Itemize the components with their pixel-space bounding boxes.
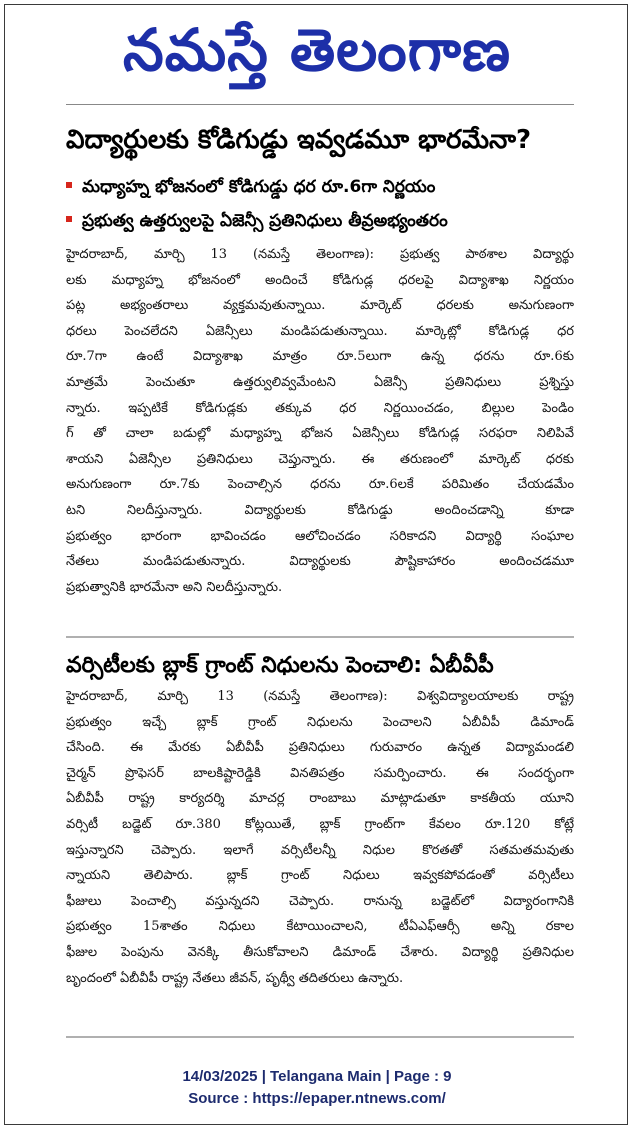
footer-source-link[interactable]: Source : https://epaper.ntnews.com/ [188, 1090, 446, 1107]
body-line: హైదరాబాద్, మార్చి 13 (నమస్తే తెలంగాణ): విశ్వవిద్యాలయాలకు రాష్ట్ర [66, 689, 574, 704]
body-line: ఇస్తున్నారని చెప్పారు. ఇలాగే వర్సిటీలన్నీ నిధుల కొరతతో సతమతమవుతు [66, 842, 574, 858]
masthead-divider [66, 104, 574, 105]
article2-headline: వర్సిటీలకు బ్లాక్ గ్రాంట్ నిధులను పెంచాలి: ఏబీవీపీ [66, 653, 494, 678]
article2-body [66, 684, 574, 991]
body-line: రూ.7గా ఉంటే విద్యాశాఖ మాత్రం రూ.5లుగా ఉన్న ధరను రూ.6కు [66, 349, 574, 365]
body-line: అనుగుణంగా రూ.7కు పెంచాల్సిన ధరను రూ.6లకే పరిమితం చేయడమేం [66, 477, 574, 493]
article-divider [66, 636, 574, 638]
body-line: ప్రభుత్వం ఇచ్చే బ్లాక్ గ్రాంట్ నిధులను పెంచాలని ఏబీవీపీ డిమాండ్ [66, 714, 574, 730]
body-line: ఏబీవీపీ రాష్ట్ర కార్యదర్శి మాచర్ల రాంబాబు మాట్లాడుతూ కాకతీయ యూని [66, 791, 574, 807]
article1-headline: విద్యార్థులకు కోడిగుడ్డు ఇవ్వడమూ భారమేనా? [66, 125, 532, 155]
body-line: గ్ తో చాలా బడుల్లో మధ్యాహ్న భోజన ఏజెన్సీలు కోడిగుడ్ల సరఫరా నిలిపివే [66, 426, 574, 442]
body-line: టని నిలదీస్తున్నారు. విద్యార్థులకు కోడిగుడ్డు అందించడాన్ని కూడా [66, 502, 574, 518]
bullet-icon [66, 182, 72, 188]
body-line: చేసింది. ఈ మేరకు ఏబీవీపీ ప్రతినిధులు గురువారం ఉన్నత విద్యామండలి [66, 740, 574, 756]
body-line: ప్రభుత్వం 15శాతం నిధులు కేటాయించాలని, టీఏఎఫ్‌ఆర్సీ అన్ని రకాల [66, 919, 574, 935]
body-line: న్నాయని తెలిపారు. బ్లాక్ గ్రాంట్ నిధులు ఇవ్వకపోవడంతో వర్సిటీలు [66, 868, 574, 884]
footer-divider [66, 1036, 574, 1038]
subhead-text: మధ్యాహ్న భోజనంలో కోడిగుడ్డు ధర రూ.6గా నిర్ణయం [82, 177, 436, 197]
body-line: ధరలు పెంచలేదని ఏజెన్సీలు మండిపడుతున్నాయి. మార్కెట్లో కోడిగుడ్ల ధర [66, 323, 574, 339]
body-line: మాత్రమే పెంచుతూ ఉత్తర్వులివ్వమేంటని ఏజెన్సీ ప్రతినిధులు ప్రశ్నిస్తు [66, 374, 574, 390]
body-line: బృందంలో ఏబీవీపీ రాష్ట్ర నేతలు జీవన్, పృథ్వీ తదితరులు ఉన్నారు. [66, 970, 404, 986]
article1-subhead-1 [66, 172, 574, 202]
article1-subhead-2 [66, 206, 574, 236]
body-line: హైదరాబాద్, మార్చి 13 (నమస్తే తెలంగాణ): ప్రభుత్వ పాఠశాల విద్యార్థు [66, 247, 574, 262]
body-line: నేతలు మండిపడుతున్నారు. విద్యార్థులకు పౌష్టికాహారం అందించడమూ [66, 554, 574, 570]
body-line: వర్సిటీ బడ్జెట్ రూ.380 కోట్లయితే, బ్లాక్ గ్రాంట్‌గా కేవలం రూ.120 కోట్లే [66, 816, 574, 832]
body-line: ఫీజులు పెంచాల్సి వస్తున్నదని చెప్పారు. రానున్న బడ్జెట్‌లో విద్యారంగానికి [66, 893, 574, 909]
bullet-icon [66, 216, 72, 222]
body-line: శాయని ఏజెన్సీల ప్రతినిధులు చెప్తున్నారు. ఈ తరుణంలో మార్కెట్ ధరకు [66, 451, 574, 467]
body-line: పట్ల అభ్యంతరాలు వ్యక్తమవుతున్నాయి. మార్కెట్ ధరలకు అనుగుణంగా [66, 298, 574, 314]
body-line: ప్రభుత్వానికి భారమేనా అని నిలదీస్తున్నారు. [66, 579, 283, 595]
article1-body [66, 242, 574, 600]
body-line: లకు మధ్యాహ్న భోజనంలో అందించే కోడిగుడ్ల ధరలపై విద్యాశాఖ నిర్ణయం [66, 272, 574, 288]
body-line: ఫీజుల పెంపును వెనక్కి తీసుకోవాలని డిమాండ్ చేశారు. విద్యార్థి ప్రతినిధుల [66, 944, 574, 960]
body-line: చైర్మన్ ప్రొఫెసర్ బాలకిష్టారెడ్డికి వినతిపత్రం సమర్పించారు. ఈ సందర్భంగా [66, 765, 574, 781]
newspaper-masthead: నమస్తే తెలంగాణ [123, 16, 511, 84]
body-line: ప్రభుత్వం భారంగా భావించడం ఆలోచించడం సరికాదని విద్యార్థి సంఘాల [66, 528, 574, 544]
subhead-text: ప్రభుత్వ ఉత్తర్వులపై ఏజెన్సీ ప్రతినిధులు తీవ్రఅభ్యంతరం [82, 211, 448, 231]
footer-edition-info: 14/03/2025 | Telangana Main | Page : 9 [182, 1068, 452, 1085]
body-line: న్నారు. ఇప్పటికే కోడిగుడ్లకు తక్కువ ధర నిర్ణయించడం, బిల్లుల పెండిం [66, 400, 574, 416]
